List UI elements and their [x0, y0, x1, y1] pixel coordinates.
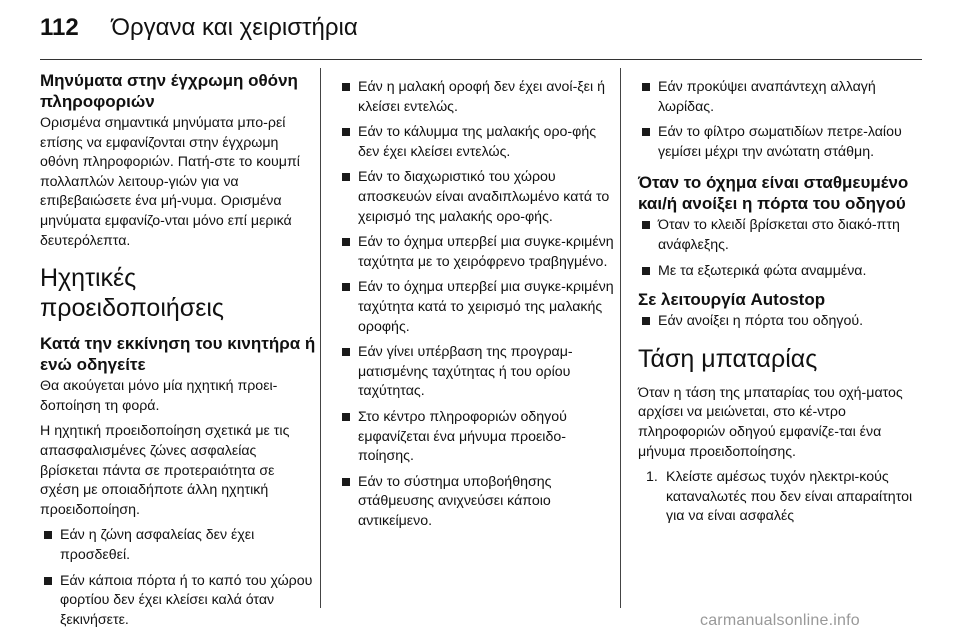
- chapter-title: Όργανα και χειριστήρια: [111, 14, 358, 41]
- bullet-square-icon: [342, 348, 350, 356]
- list-item: Εάν γίνει υπέρβαση της προγραμ-ματισμένης ταχύτητας ή του ορίου ταχύτητας.: [338, 343, 614, 402]
- para-one-warning: Θα ακούγεται μόνο μία ηχητική προει-δοποίηση τη φορά.: [40, 378, 278, 414]
- list-item: Όταν το κλειδί βρίσκεται στο διακό-πτη ανάφλεξης.: [638, 216, 914, 255]
- bullet-square-icon: [342, 478, 350, 486]
- list-item: Εάν το διαχωριστικό του χώρου αποσκευών είναι αναδιπλωμένο κατά το χειρισμό της μαλακής ορο-φής.: [338, 168, 614, 227]
- list-item: Εάν το κάλυμμα της μαλακής ορο-φής δεν έχει κλείσει εντελώς.: [338, 123, 614, 162]
- header-rule: [40, 59, 922, 60]
- watermark: carmanualsonline.info: [700, 612, 860, 629]
- list-item: Εάν η μαλακή οροφή δεν έχει ανοί-ξει ή κλείσει εντελώς.: [338, 78, 614, 117]
- list-item: Εάν το όχημα υπερβεί μια συγκε-κριμένη ταχύτητα με το χειρόφρενο τραβηγμένο.: [338, 233, 614, 272]
- bullet-square-icon: [642, 128, 650, 136]
- column-1: [40, 70, 316, 636]
- list-item: Εάν το όχημα υπερβεί μια συγκε-κριμένη ταχύτητα κατά το χειρισμό της μαλακής οροφής.: [338, 278, 614, 337]
- bullet-square-icon: [642, 317, 650, 325]
- bullet-square-icon: [342, 83, 350, 91]
- heading-battery-voltage: Τάση μπαταρίας: [638, 344, 818, 373]
- heading-engine-start: Κατά την εκκίνηση του κινητήρα ή ενώ οδηγείτε: [40, 334, 316, 375]
- column-2: [338, 78, 614, 537]
- numbered-list: [638, 468, 914, 527]
- list-item: Εάν η ζώνη ασφαλείας δεν έχει προσδεθεί.: [40, 526, 316, 565]
- bullet-square-icon: [342, 283, 350, 291]
- column-divider-1: [320, 68, 321, 608]
- heading-parked: Όταν το όχημα είναι σταθμευμένο και/ή ανοίξει η πόρτα του οδηγού: [638, 173, 909, 214]
- bullet-square-icon: [342, 128, 350, 136]
- list-item: Εάν κάποια πόρτα ή το καπό του χώρου φορτίου δεν έχει κλείσει καλά όταν ξεκινήσετε.: [40, 572, 316, 631]
- bullet-square-icon: [642, 221, 650, 229]
- para-priority: Η ηχητική προειδοποίηση σχετικά με τις απασφαλισμένες ζώνες ασφαλείας βρίσκεται πάντα σε προτεραιότητα σε σχέση με οποιαδήποτε άλλη ηχητική προειδοποίηση.: [40, 423, 290, 518]
- para-messages: Ορισμένα σημαντικά μηνύματα μπο-ρεί επίσης να εμφανίζονται στην έγχρωμη οθόνη πληροφοριών. Πατή-στε το κουμπί πολλαπλών λειτουρ-γιών για να επιβεβαιώσετε ένα μή-νυμα. Ορισμένα μηνύματα εμφανίζο-νται μόνο επί μερικά δευτερόλεπτα.: [40, 115, 300, 249]
- bullet-square-icon: [44, 531, 52, 539]
- column-3: [638, 78, 914, 533]
- bullet-square-icon: [642, 267, 650, 275]
- bullet-list-2: [338, 78, 614, 531]
- bullet-list-parked: [638, 216, 914, 281]
- bullet-list-1: [40, 526, 316, 630]
- list-item: Στο κέντρο πληροφοριών οδηγού εμφανίζεται ένα μήνυμα προειδο-ποίησης.: [338, 408, 614, 467]
- list-item: Εάν προκύψει αναπάντεχη αλλαγή λωρίδας.: [638, 78, 914, 117]
- column-divider-2: [620, 68, 621, 608]
- page-header: [40, 14, 358, 42]
- list-item: Εάν το φίλτρο σωματιδίων πετρε-λαίου γεμίσει μέχρι την ανώτατη στάθμη.: [638, 123, 914, 162]
- heading-messages: Μηνύματα στην έγχρωμη οθόνη πληροφοριών: [40, 71, 298, 111]
- list-item: Με τα εξωτερικά φώτα αναμμένα.: [638, 262, 914, 282]
- bullet-list-autostop: [638, 312, 914, 332]
- bullet-square-icon: [342, 173, 350, 181]
- heading-autostop: Σε λειτουργία Autostop: [638, 290, 826, 310]
- list-item: Εάν το σύστημα υποβοήθησης στάθμευσης ανιχνεύσει κάποιο αντικείμενο.: [338, 473, 614, 532]
- list-item: 1. Κλείστε αμέσως τυχόν ηλεκτρι-κούς καταναλωτές που δεν είναι απαραίτητοι για να είναι ασφαλές: [646, 469, 913, 525]
- bullet-square-icon: [342, 413, 350, 421]
- heading-audible-warnings: Ηχητικές προειδοποιήσεις: [40, 264, 224, 323]
- page-number: 112: [40, 14, 79, 41]
- bullet-square-icon: [642, 83, 650, 91]
- bullet-square-icon: [342, 238, 350, 246]
- list-item: Εάν ανοίξει η πόρτα του οδηγού.: [638, 312, 914, 332]
- bullet-square-icon: [44, 577, 52, 585]
- para-battery: Όταν η τάση της μπαταρίας του οχή-ματος αρχίσει να μειώνεται, στο κέ-ντρο πληροφοριών οδηγού εμφανίζε-ται ένα μήνυμα προειδοποίησης.: [638, 384, 903, 460]
- bullet-list-3: [638, 78, 914, 162]
